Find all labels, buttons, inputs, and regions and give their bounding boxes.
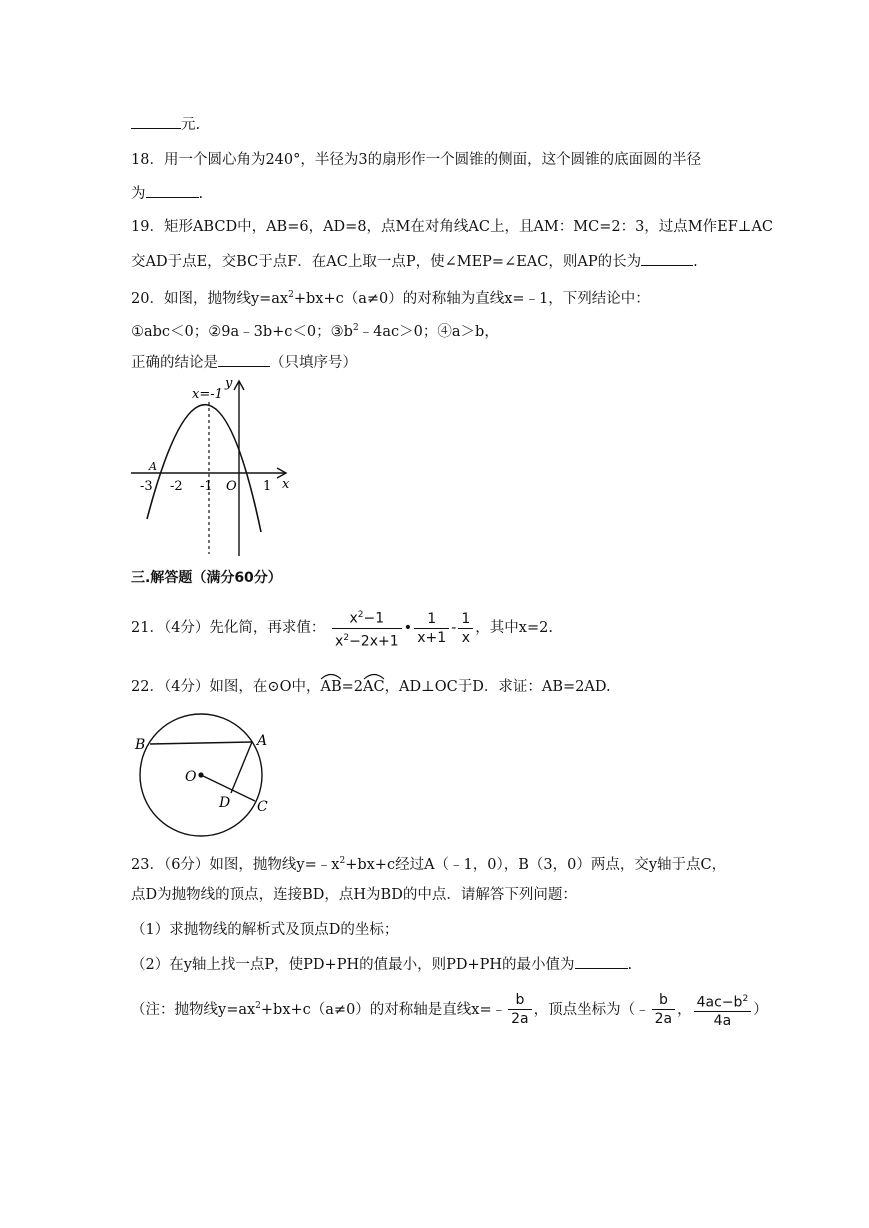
label-o: O [185,769,197,785]
origin-label: O [226,479,237,494]
fraction: $\frac{1}{x}$ [458,610,473,647]
tick-label: -3 [140,479,153,494]
arc-ac: AC [363,677,385,697]
q20-line1: 20．如图，抛物线$y=ax^2+bx+c(a\ne 0)$的对称轴为直线x=﹣1，下列结论中： [131,290,650,307]
q19-line2: 交AD于点E，交BC于点F．在AC上取一点P，使∠MEP=∠EAC，则AP的长为 . [131,251,698,272]
label-a: A [257,733,268,749]
point-a-label: A [149,460,157,473]
tick-label: -2 [170,479,183,494]
tick-label: -1 [200,479,213,494]
circle-figure [128,712,288,842]
q19-line1: 19．矩形ABCD中，AB=6，AD=8，点M在对角线AC上，且AM：MC=2：3，过点M作EF⊥AC [131,219,774,235]
parabola-curve [147,405,261,532]
q21-line: 21．（4分）先化简，再求值： $\frac{x^2-1}{x^2-2x+1}$ • $\frac{1}{x+1}$ - $\frac{1}{x}$ ，其中x=2. [131,606,553,650]
q23-line3: （1）求抛物线的解析式及顶点D的坐标； [131,922,399,938]
q17-tail: 元. [131,114,200,135]
chord-ab [150,742,252,744]
x-axis-label: x [282,477,290,492]
y-axis-label: y [225,376,233,391]
q18-line1: 18．用一个圆心角为240°，半径为3的扇形作一个圆锥的侧面，这个圆锥的底面圆的半径 [131,152,702,168]
section-title: 三.解答题（满分60分） [131,570,282,586]
fraction: $\frac{1}{x+1}$ [414,610,449,647]
arc-ab: AB [320,677,341,697]
segment-ad [231,742,252,793]
q22-line: 22．（4分）如图，在⊙O中， AB=2 AC，AD⊥OC于D．求证：AB=2AD. [131,677,611,697]
label-b: B [135,737,146,753]
label-d: D [219,795,231,811]
fraction: $\frac{x^2-1}{x^2-2x+1}$ [332,606,402,650]
fraction: $\frac{b}{2a}$ [508,991,532,1028]
q23-line1: 23．（6分）如图，抛物线$y=﹣x^2+bx+c$经过A（﹣1，0），B（3，0）两点，交y轴于点C， [131,856,727,873]
symmetry-axis-label: x=-1 [192,387,223,402]
answer-blank[interactable] [131,114,181,129]
answer-blank[interactable] [218,352,270,367]
q20-line3: 正确的结论是 （只填序号） [131,352,357,373]
q23-note: （注：抛物线$y=ax^2+bx+c(a\ne 0)$的对称轴是直线x=﹣ $\frac{b}{2a}$ ，顶点坐标为（﹣ $\frac{b}{2a}$ ， $\frac{4ac-b^2}{4a}$ ） [131,985,768,1031]
q23-line2: 点D为抛物线的顶点，连接BD，点H为BD的中点．请解答下列问题： [131,887,577,903]
fraction: $\frac{b}{2a}$ [652,991,676,1028]
parabola-graph [125,372,300,560]
q18-line2: 为 . [131,183,203,204]
tick-label: 1 [263,479,272,494]
fraction: $\frac{4ac-b^2}{4a}$ [694,990,752,1031]
q20-line2: ①abc＜0；②9a﹣3b+c＜0；$③b^2﹣4ac>0$；④a＞b， [131,323,499,340]
label-c: C [257,799,268,815]
answer-blank[interactable] [575,954,628,969]
q23-line4: （2）在y轴上找一点P，使PD+PH的值最小，则PD+PH的最小值为 . [131,954,632,975]
answer-blank[interactable] [641,251,693,266]
center-dot [198,772,203,777]
answer-blank[interactable] [146,183,199,198]
